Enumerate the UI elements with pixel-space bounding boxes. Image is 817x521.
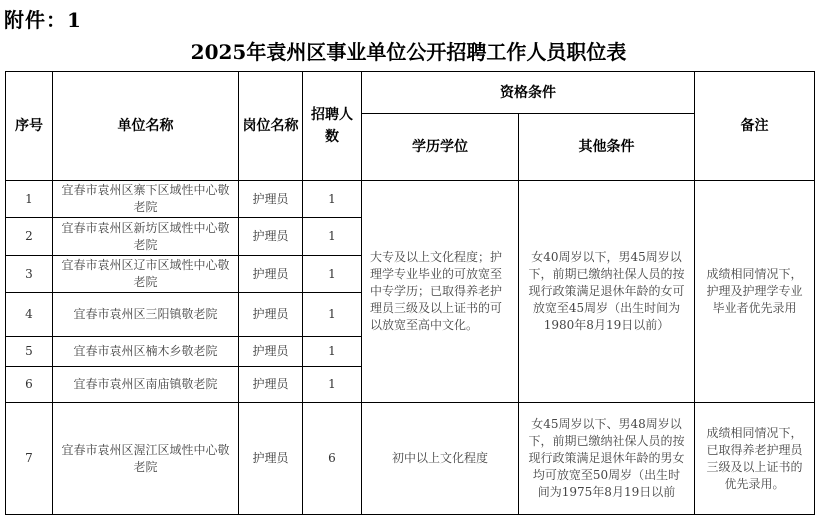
header-position: 岗位名称 bbox=[239, 72, 303, 181]
row-seq: 5 bbox=[6, 337, 53, 367]
header-count: 招聘人数 bbox=[303, 72, 362, 181]
row-position: 护理员 bbox=[239, 367, 303, 403]
header-other: 其他条件 bbox=[519, 114, 695, 181]
table-row bbox=[6, 181, 815, 218]
row-unit: 宜春市袁州区南庙镇敬老院 bbox=[53, 367, 239, 403]
row-unit: 宜春市袁州区渥江区域性中心敬老院 bbox=[53, 403, 239, 515]
row-unit: 宜春市袁州区辽市区域性中心敬老院 bbox=[53, 256, 239, 293]
header-remarks: 备注 bbox=[695, 72, 815, 181]
row-seq: 3 bbox=[6, 256, 53, 293]
row-unit: 宜春市袁州区新坊区域性中心敬老院 bbox=[53, 218, 239, 256]
row-position: 护理员 bbox=[239, 337, 303, 367]
row-unit: 宜春市袁州区三阳镇敬老院 bbox=[53, 293, 239, 337]
row-seq: 7 bbox=[6, 403, 53, 515]
row-count: 1 bbox=[303, 337, 362, 367]
row-seq: 6 bbox=[6, 367, 53, 403]
row-count: 1 bbox=[303, 218, 362, 256]
page-title: 2025年袁州区事业单位公开招聘工作人员职位表 bbox=[190, 40, 627, 64]
row-position: 护理员 bbox=[239, 293, 303, 337]
row-position: 护理员 bbox=[239, 181, 303, 218]
row-unit: 宜春市袁州区寨下区域性中心敬老院 bbox=[53, 181, 239, 218]
positions-table bbox=[5, 71, 815, 515]
row-position: 护理员 bbox=[239, 218, 303, 256]
header-education: 学历学位 bbox=[362, 114, 519, 181]
row-count: 1 bbox=[303, 256, 362, 293]
row-unit: 宜春市袁州区楠木乡敬老院 bbox=[53, 337, 239, 367]
row-position: 护理员 bbox=[239, 403, 303, 515]
attachment-label: 附件：1 bbox=[4, 8, 82, 32]
row-count: 1 bbox=[303, 293, 362, 337]
header-qualifications: 资格条件 bbox=[362, 72, 695, 114]
header-seq: 序号 bbox=[6, 72, 53, 181]
group-remarks: 成绩相同情况下，护理及护理学专业毕业者优先录用 bbox=[695, 181, 815, 403]
row-position: 护理员 bbox=[239, 256, 303, 293]
group-education: 初中以上文化程度 bbox=[362, 403, 519, 515]
header-unit: 单位名称 bbox=[53, 72, 239, 181]
table-row bbox=[6, 403, 815, 515]
row-seq: 4 bbox=[6, 293, 53, 337]
row-count: 6 bbox=[303, 403, 362, 515]
group-education: 大专及以上文化程度；护理学专业毕业的可放宽至中专学历；已取得养老护理员三级及以上证书的可以放宽至高中文化。 bbox=[362, 181, 519, 403]
row-seq: 1 bbox=[6, 181, 53, 218]
group-other: 女45周岁以下、男48周岁以下，前期已缴纳社保人员的按现行政策满足退休年龄的男女均可放宽至50周岁（出生时间为1975年8月19日以前 bbox=[519, 403, 695, 515]
group-remarks: 成绩相同情况下，已取得养老护理员三级及以上证书的优先录用。 bbox=[695, 403, 815, 515]
group-other: 女40周岁以下，男45周岁以下，前期已缴纳社保人员的按现行政策满足退休年龄的女可放宽至45周岁（出生时间为1980年8月19日以前） bbox=[519, 181, 695, 403]
header-row bbox=[6, 72, 815, 114]
row-seq: 2 bbox=[6, 218, 53, 256]
row-count: 1 bbox=[303, 367, 362, 403]
row-count: 1 bbox=[303, 181, 362, 218]
